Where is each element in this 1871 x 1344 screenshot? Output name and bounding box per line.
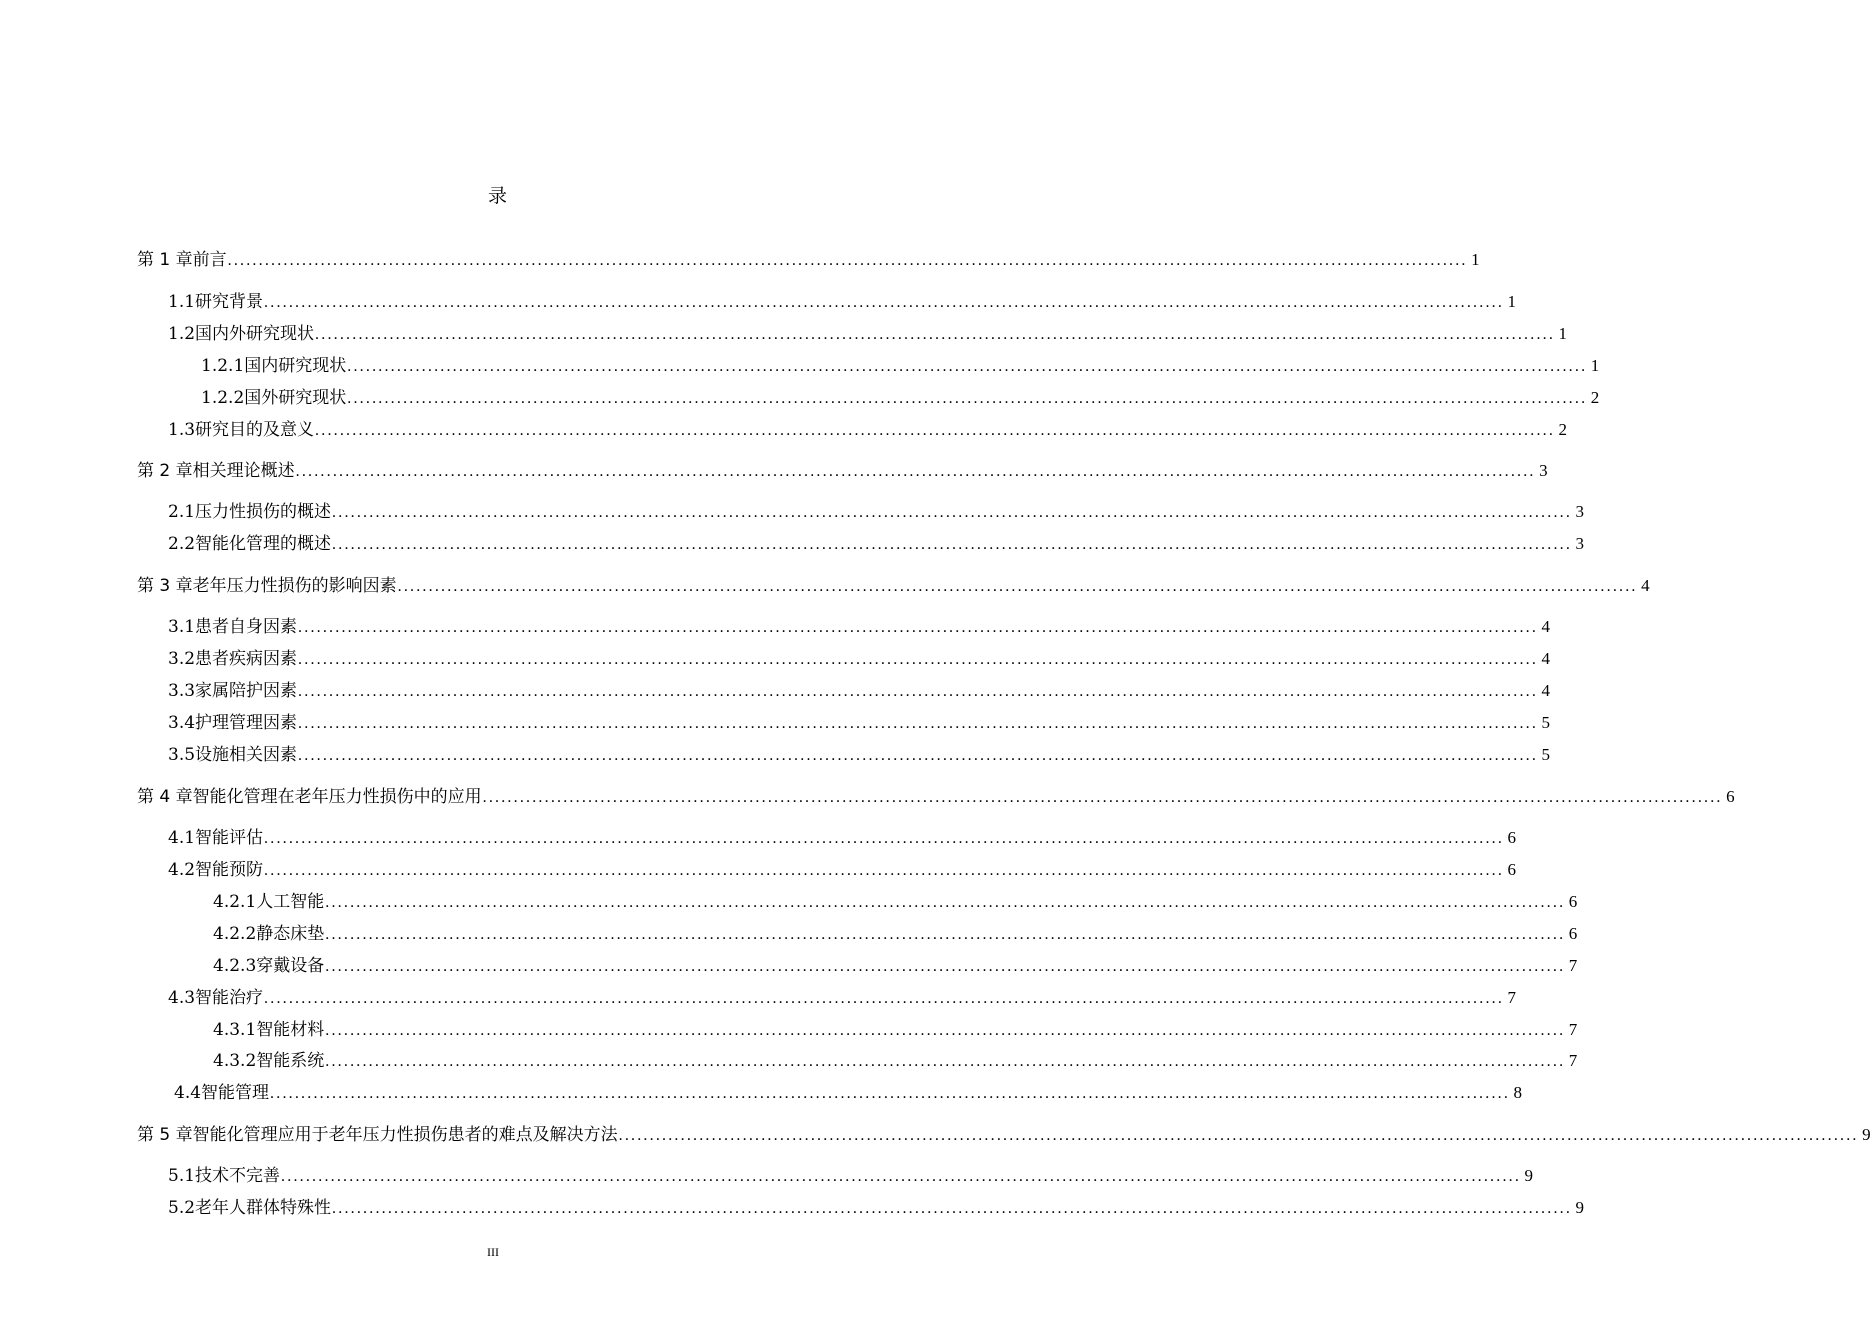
toc-entry[interactable]	[137, 248, 1480, 272]
toc-entry-number: 第 2 章	[137, 461, 193, 481]
toc-entry-page-number: 6	[1568, 892, 1578, 911]
toc-entry[interactable]	[168, 500, 1585, 524]
dot-leader: ........................................................................................................................................................................................................	[332, 1200, 1573, 1217]
toc-entry-page-number: 3	[1575, 534, 1585, 553]
toc-entry-title: 国内外研究现状	[195, 324, 315, 344]
toc-entry-number: 4.2.2	[213, 924, 257, 944]
toc-entry[interactable]	[201, 354, 1600, 378]
toc-entry-title: 国外研究现状	[244, 388, 347, 408]
toc-entry[interactable]	[213, 890, 1578, 914]
toc-entry-title: 智能管理	[201, 1083, 270, 1103]
dot-leader: ........................................................................................................................................................................................................	[298, 651, 1539, 668]
toc-entry-title: 技术不完善	[195, 1166, 281, 1186]
toc-entry-number: 3.3	[168, 681, 196, 701]
toc-entry[interactable]	[168, 679, 1551, 703]
dot-leader: ........................................................................................................................................................................................................	[264, 990, 1505, 1007]
dot-leader: ........................................................................................................................................................................................................	[332, 504, 1573, 521]
toc-entry-title: 前言	[192, 250, 227, 270]
toc-entry[interactable]	[213, 954, 1578, 978]
toc-entry[interactable]	[168, 1196, 1585, 1220]
toc-entry-number: 2.2	[168, 534, 196, 554]
toc-entry[interactable]	[213, 1018, 1578, 1042]
toc-entry-page-number: 5	[1541, 745, 1551, 764]
dot-leader: ........................................................................................................................................................................................................	[298, 683, 1539, 700]
toc-entry-title: 护理管理因素	[195, 713, 298, 733]
toc-entry[interactable]	[168, 322, 1568, 346]
toc-entry[interactable]	[168, 858, 1517, 882]
dot-leader: ........................................................................................................................................................................................................	[618, 1127, 1859, 1144]
toc-entry-page-number: 9	[1862, 1125, 1871, 1144]
toc-entry-page-number: 9	[1524, 1166, 1534, 1185]
toc-entry-title: 智能化管理在老年压力性损伤中的应用	[192, 787, 482, 807]
dot-leader: ........................................................................................................................................................................................................	[264, 294, 1505, 311]
toc-entry[interactable]	[168, 647, 1551, 671]
dot-leader: ........................................................................................................................................................................................................	[315, 422, 1556, 439]
dot-leader: ........................................................................................................................................................................................................	[315, 326, 1556, 343]
dot-leader: ........................................................................................................................................................................................................	[347, 358, 1588, 375]
toc-entry-page-number: 1	[1558, 324, 1568, 343]
toc-entry-number: 4.2.3	[213, 956, 257, 976]
toc-entry-page-number: 7	[1568, 956, 1578, 975]
toc-entry-page-number: 4	[1541, 649, 1551, 668]
toc-entry-page-number: 3	[1539, 461, 1548, 480]
dot-leader: ........................................................................................................................................................................................................	[227, 252, 1468, 269]
toc-entry-number: 4.2.1	[213, 892, 257, 912]
toc-entry-title: 穿戴设备	[256, 956, 325, 976]
toc-entry[interactable]	[201, 386, 1600, 410]
toc-entry-page-number: 2	[1558, 420, 1568, 439]
toc-entry[interactable]	[174, 1081, 1523, 1105]
toc-entry-title: 智能治疗	[195, 988, 264, 1008]
page-title: 录	[487, 185, 507, 207]
toc-entry[interactable]	[137, 574, 1650, 598]
page-number-footer: III	[487, 1245, 499, 1259]
toc-entry[interactable]	[213, 1049, 1578, 1073]
toc-entry-title: 智能材料	[256, 1020, 325, 1040]
dot-leader: ........................................................................................................................................................................................................	[298, 747, 1539, 764]
toc-entry[interactable]	[168, 615, 1551, 639]
toc-entry-number: 3.2	[168, 649, 196, 669]
toc-entry[interactable]	[213, 922, 1578, 946]
toc-entry-title: 智能预防	[195, 860, 264, 880]
toc-entry-number: 1.2.1	[201, 356, 245, 376]
dot-leader: ........................................................................................................................................................................................................	[281, 1168, 1522, 1185]
toc-entry-title: 设施相关因素	[195, 745, 298, 765]
dot-leader: ........................................................................................................................................................................................................	[325, 1022, 1566, 1039]
toc-entry-title: 智能系统	[256, 1051, 325, 1071]
toc-entry-title: 患者疾病因素	[195, 649, 298, 669]
toc-entry[interactable]	[168, 1164, 1534, 1188]
dot-leader: ........................................................................................................................................................................................................	[397, 578, 1638, 595]
toc-entry-page-number: 8	[1513, 1083, 1523, 1102]
dot-leader: ........................................................................................................................................................................................................	[332, 536, 1573, 553]
dot-leader: ........................................................................................................................................................................................................	[298, 619, 1539, 636]
toc-entry[interactable]	[168, 826, 1517, 850]
toc-entry-number: 3.5	[168, 745, 196, 765]
dot-leader: ........................................................................................................................................................................................................	[264, 830, 1505, 847]
toc-entry-page-number: 1	[1507, 292, 1517, 311]
toc-entry-page-number: 6	[1507, 860, 1517, 879]
toc-entry-page-number: 3	[1575, 502, 1585, 521]
toc-entry-title: 静态床垫	[256, 924, 325, 944]
toc-entry-page-number: 2	[1590, 388, 1600, 407]
toc-entry[interactable]	[168, 711, 1551, 735]
toc-entry-title: 智能化管理应用于老年压力性损伤患者的难点及解决方法	[192, 1125, 618, 1145]
toc-entry-number: 4.2	[168, 860, 196, 880]
toc-entry[interactable]	[168, 986, 1517, 1010]
toc-entry-title: 智能化管理的概述	[195, 534, 332, 554]
toc-entry-page-number: 6	[1507, 828, 1517, 847]
toc-entry-page-number: 7	[1507, 988, 1517, 1007]
toc-entry-number: 1.3	[168, 420, 196, 440]
toc-entry-title: 智能评估	[195, 828, 264, 848]
toc-entry-page-number: 6	[1568, 924, 1578, 943]
toc-entry-title: 患者自身因素	[195, 617, 298, 637]
toc-entry-page-number: 4	[1541, 617, 1551, 636]
dot-leader: ........................................................................................................................................................................................................	[482, 789, 1723, 806]
toc-entry-page-number: 4	[1541, 681, 1551, 700]
toc-entry-number: 5.1	[168, 1166, 196, 1186]
dot-leader: ........................................................................................................................................................................................................	[325, 894, 1566, 911]
toc-entry-number: 1.2.2	[201, 388, 245, 408]
toc-entry-title: 老年压力性损伤的影响因素	[192, 576, 397, 596]
toc-entry-title: 老年人群体特殊性	[195, 1198, 332, 1218]
toc-entry-number: 4.1	[168, 828, 196, 848]
toc-entry[interactable]	[168, 290, 1517, 314]
toc-entry-page-number: 1	[1590, 356, 1600, 375]
toc-entry-title: 人工智能	[256, 892, 325, 912]
dot-leader: ........................................................................................................................................................................................................	[347, 390, 1588, 407]
toc-entry-number: 1.1	[168, 292, 196, 312]
toc-entry-title: 研究背景	[195, 292, 264, 312]
dot-leader: ........................................................................................................................................................................................................	[298, 715, 1539, 732]
toc-entry-page-number: 6	[1726, 787, 1735, 806]
dot-leader: ........................................................................................................................................................................................................	[264, 862, 1505, 879]
toc-entry-number: 4.4	[174, 1083, 202, 1103]
toc-entry-number: 2.1	[168, 502, 196, 522]
toc-entry-number: 第 5 章	[137, 1125, 193, 1145]
toc-entry-title: 家属陪护因素	[195, 681, 298, 701]
toc-entry-number: 4.3.2	[213, 1051, 257, 1071]
toc-entry[interactable]	[168, 743, 1551, 767]
toc-entry[interactable]	[137, 785, 1735, 809]
toc-entry-title: 相关理论概述	[192, 461, 295, 481]
toc-entry-page-number: 9	[1575, 1198, 1585, 1217]
toc-entry-title: 国内研究现状	[244, 356, 347, 376]
toc-entry[interactable]	[137, 459, 1548, 483]
toc-entry-number: 4.3	[168, 988, 196, 1008]
dot-leader: ........................................................................................................................................................................................................	[295, 463, 1536, 480]
toc-entry-page-number: 7	[1568, 1020, 1578, 1039]
toc-entry-title: 压力性损伤的概述	[195, 502, 332, 522]
toc-entry-page-number: 7	[1568, 1051, 1578, 1070]
toc-entry-number: 第 3 章	[137, 576, 193, 596]
toc-entry-number: 第 1 章	[137, 250, 193, 270]
toc-entry[interactable]	[137, 1123, 1871, 1147]
dot-leader: ........................................................................................................................................................................................................	[270, 1085, 1511, 1102]
dot-leader: ........................................................................................................................................................................................................	[325, 958, 1566, 975]
toc-entry-page-number: 1	[1471, 250, 1480, 269]
dot-leader: ........................................................................................................................................................................................................	[325, 1053, 1566, 1070]
toc-entry-page-number: 4	[1641, 576, 1650, 595]
toc-entry-page-number: 5	[1541, 713, 1551, 732]
toc-entry-number: 5.2	[168, 1198, 196, 1218]
toc-entry-number: 3.4	[168, 713, 196, 733]
toc-entry-number: 第 4 章	[137, 787, 193, 807]
toc-entry-number: 4.3.1	[213, 1020, 257, 1040]
toc-entry-title: 研究目的及意义	[195, 420, 315, 440]
toc-entry[interactable]	[168, 532, 1585, 556]
toc-entry-number: 3.1	[168, 617, 196, 637]
dot-leader: ........................................................................................................................................................................................................	[325, 926, 1566, 943]
toc-entry-number: 1.2	[168, 324, 196, 344]
toc-entry[interactable]	[168, 418, 1568, 442]
